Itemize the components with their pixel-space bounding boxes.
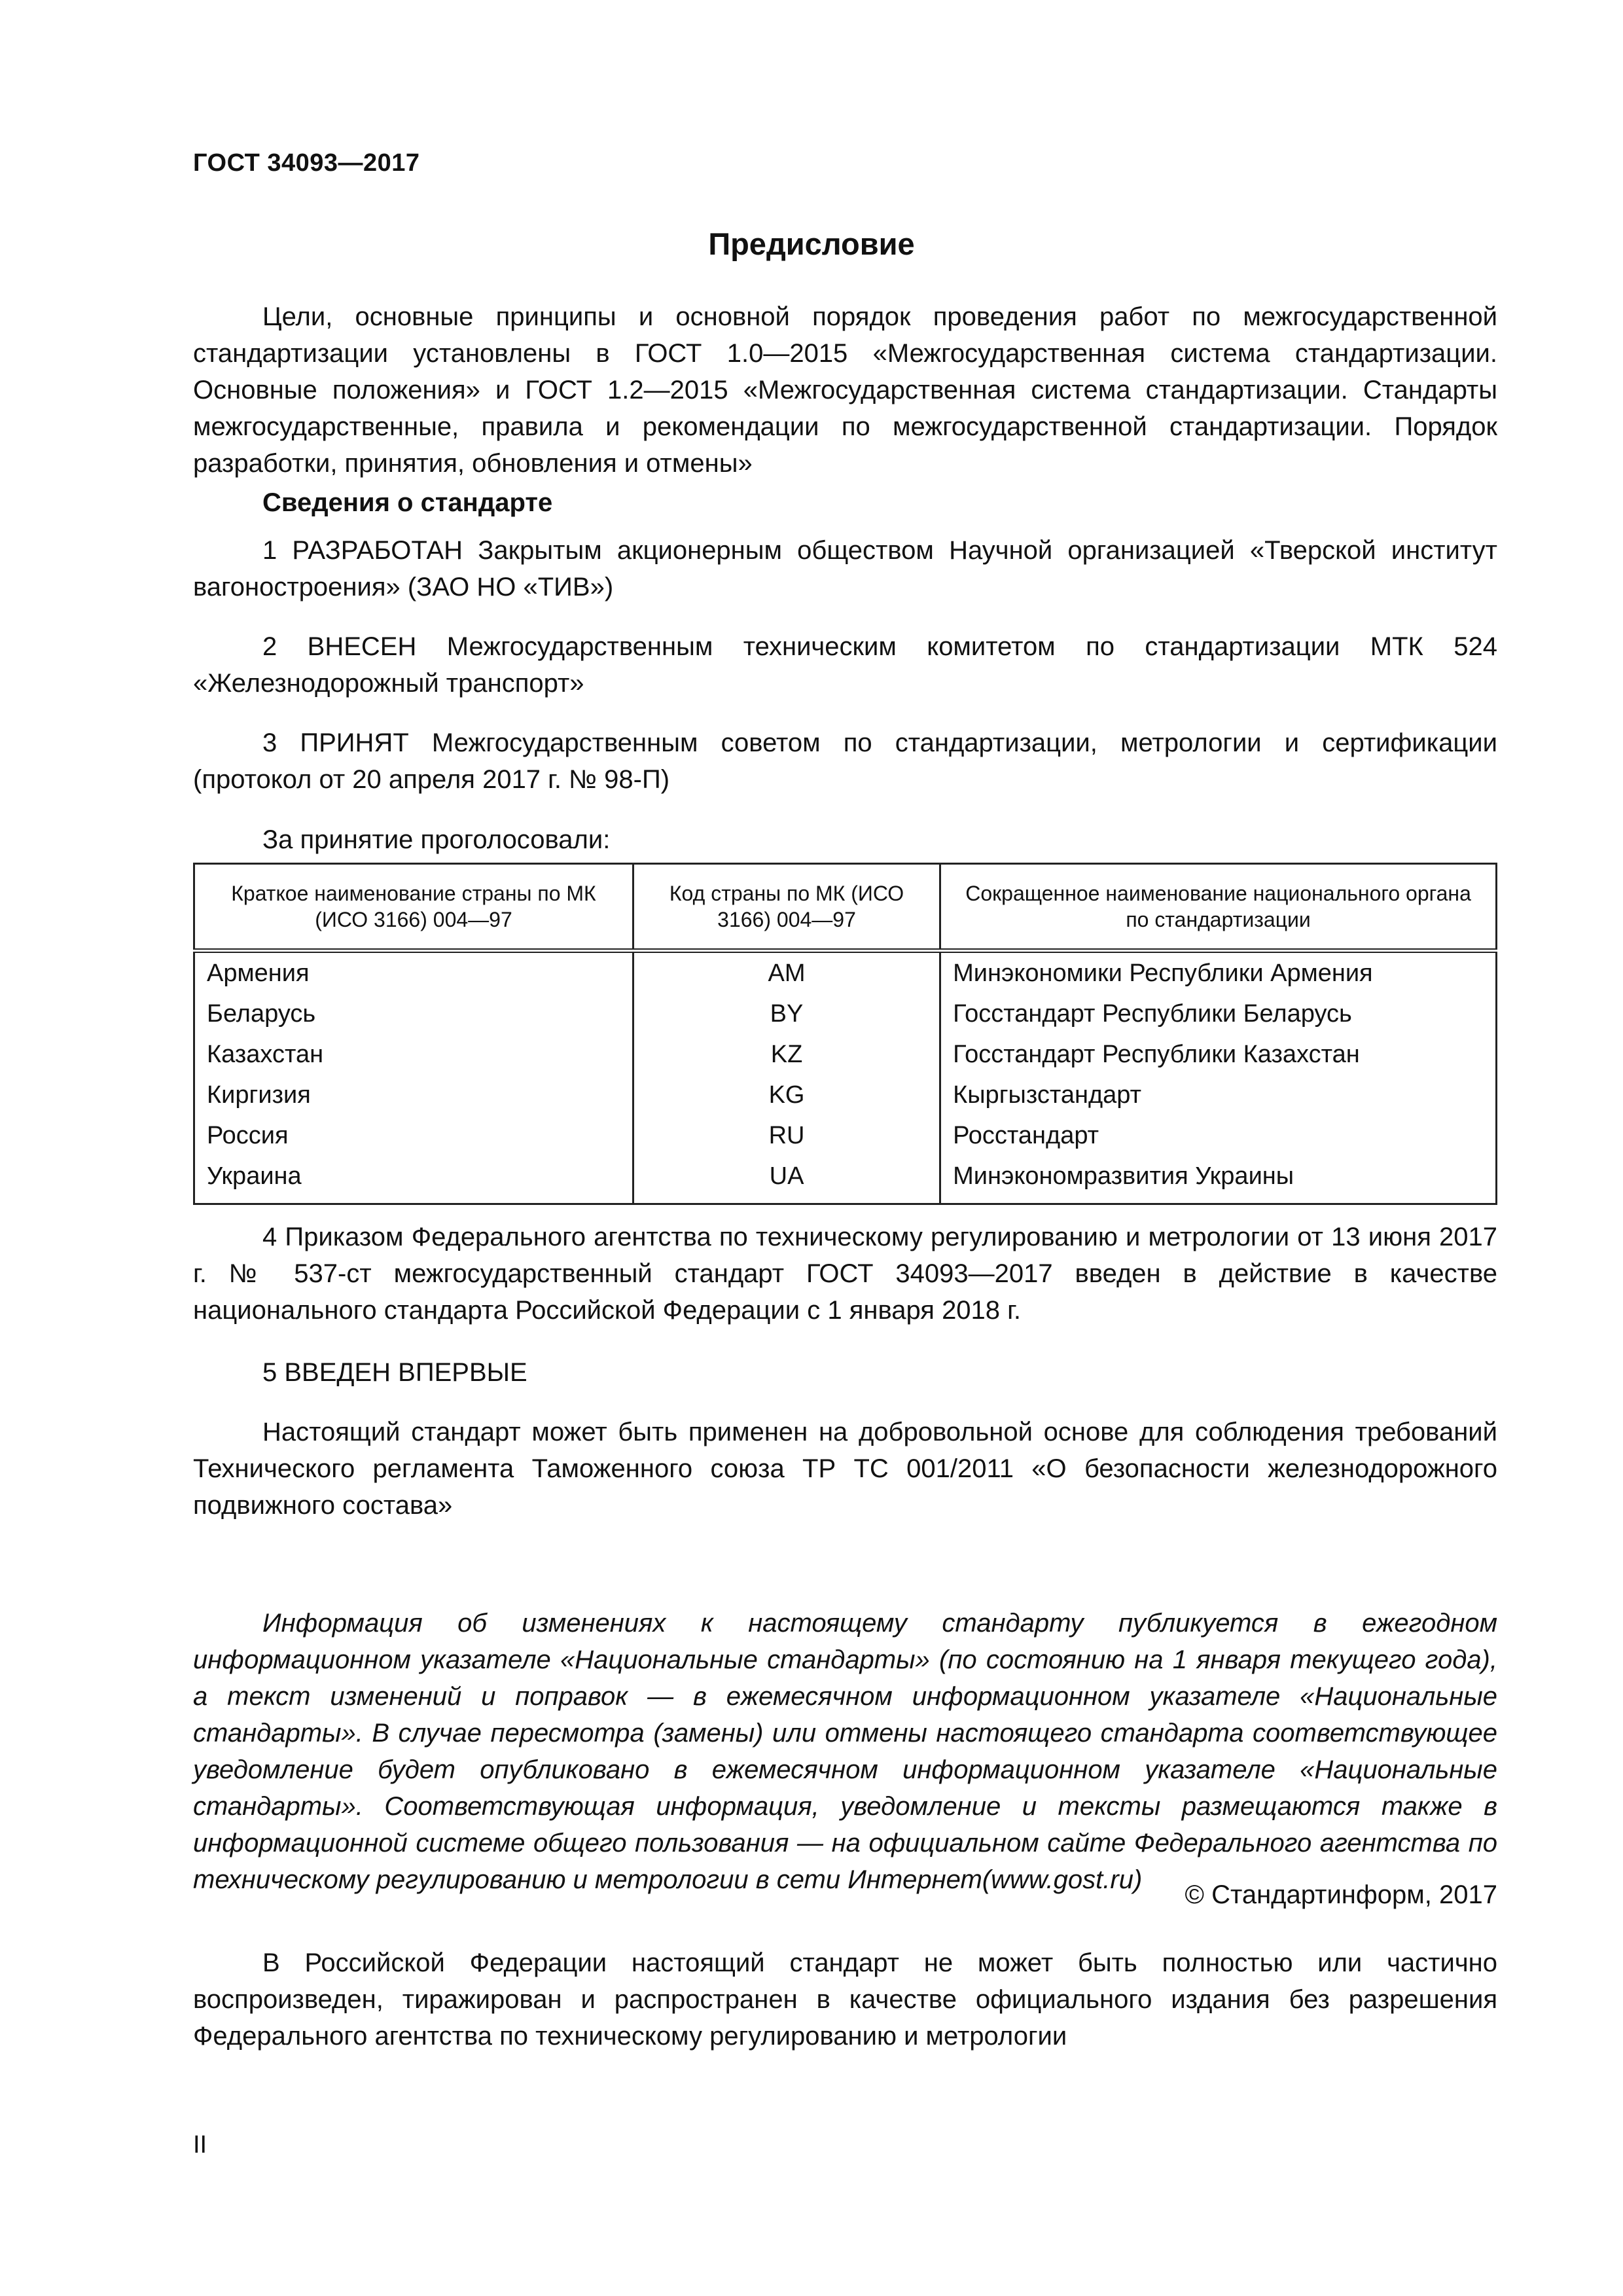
spacer-cell [633, 1196, 940, 1204]
item-5-paragraph [193, 1354, 1497, 1391]
item-3-text: 3 ПРИНЯТ Межгосударственным советом по стандартизации, метрологии и сертификации (протокол от 20 апреля 2017 г. № 98-П) [193, 728, 1497, 794]
table-row [194, 994, 1497, 1034]
item-3-paragraph [193, 725, 1497, 798]
country-name: Киргизия [194, 1075, 633, 1115]
item-2-paragraph [193, 628, 1497, 702]
table-bottom-spacer [194, 1196, 1497, 1204]
national-body: Минэкономики Республики Армения [940, 951, 1497, 994]
table-row [194, 1115, 1497, 1156]
vote-intro-block [193, 821, 1497, 858]
item-4-text: 4 Приказом Федерального агентства по техническому регулированию и метрологии от 13 июня 2017 г. № 537-ст межгосударственный стандарт ГОСТ 34093—2017 введен в действие в качестве национального стандарта Российской Федерации с 1 января 2018 г. [193, 1223, 1497, 1325]
notice-paragraph [193, 1605, 1497, 1898]
item-1-text: 1 РАЗРАБОТАН Закрытым акционерным обществом Научной организацией «Тверской институт вагоностроения» (ЗАО НО «ТИВ») [193, 536, 1497, 601]
application-text: Настоящий стандарт может быть применен на добровольной основе для соблюдения требований Технического регламента Таможенного союза ТР ТС 001/2011 «О безопасности железнодорожного подвижного состава» [193, 1418, 1497, 1520]
country-code: KG [633, 1075, 940, 1115]
national-body: Росстандарт [940, 1115, 1497, 1156]
info-heading-block [193, 484, 1497, 521]
intro-text: Цели, основные принципы и основной порядок проведения работ по межгосударственной стандартизации установлены в ГОСТ 1.0—2015 «Межгосударственная система стандартизации. Основные положения» и ГОСТ 1.2—2015 «Межгосударственная система стандартизации. Стандарты межгосударственные, правила и рекомендации по межгосударственной стандартизации. Порядок разработки, принятия, обновления и отмены» [193, 302, 1497, 478]
country-code: AM [633, 951, 940, 994]
header-country-code: Код страны по МК (ИСО 3166) 004—97 [633, 864, 940, 951]
header-national-body: Сокращенное наименование национального органа по стандартизации [940, 864, 1497, 951]
national-body: Госстандарт Республики Беларусь [940, 994, 1497, 1034]
item-1-paragraph [193, 532, 1497, 605]
country-code: BY [633, 994, 940, 1034]
copyright-line: © Стандартинформ, 2017 [1185, 1880, 1497, 1909]
country-code: UA [633, 1156, 940, 1196]
table-row [194, 1075, 1497, 1115]
spacer-cell [194, 1196, 633, 1204]
page-title: Предисловие [708, 226, 915, 261]
item-2-text: 2 ВНЕСЕН Межгосударственным техническим комитетом по стандартизации МТК 524 «Железнодорожный транспорт» [193, 632, 1497, 698]
reproduction-text: В Российской Федерации настоящий стандарт не может быть полностью или частично воспроизведен, тиражирован и распространен в качестве официального издания без разрешения Федерального агентства по техническому регулированию и метрологии [193, 1948, 1497, 2051]
vote-intro-text: За принятие проголосовали: [262, 825, 611, 854]
doc-code-header: ГОСТ 34093—2017 [193, 149, 420, 177]
country-name: Беларусь [194, 994, 633, 1034]
country-name: Армения [194, 951, 633, 994]
country-name: Украина [194, 1156, 633, 1196]
national-body: Кыргызстандарт [940, 1075, 1497, 1115]
vote-table [193, 863, 1497, 1205]
table-row [194, 951, 1497, 994]
reproduction-paragraph [193, 1945, 1497, 2054]
notice-text: Информация об изменениях к настоящему стандарту публикуется в ежегодном информационном указателе «Национальные стандарты» (по состоянию на 1 января текущего года), а текст изменений и поправок — в ежемесячном информационном указателе «Национальные стандарты». В случае пересмотра (замены) или отмены настоящего стандарта соответствующее уведомление будет опубликовано в ежемесячном информационном указателе «Национальные стандарты». Соответствующая информация, уведомление и тексты размещаются также в информационной системе общего пользования — на официальном сайте Федерального агентства по техническому регулированию и метрологии в сети Интернет(www.gost.ru) [193, 1609, 1497, 1894]
application-paragraph [193, 1414, 1497, 1524]
country-name: Россия [194, 1115, 633, 1156]
country-code: KZ [633, 1034, 940, 1075]
national-body: Минэкономразвития Украины [940, 1156, 1497, 1196]
header-country-name: Краткое наименование страны по МК (ИСО 3166) 004—97 [194, 864, 633, 951]
country-code: RU [633, 1115, 940, 1156]
spacer-cell [940, 1196, 1497, 1204]
table-row [194, 1034, 1497, 1075]
country-name: Казахстан [194, 1034, 633, 1075]
table-header-row [194, 864, 1497, 951]
intro-paragraph [193, 298, 1497, 482]
item-4-paragraph [193, 1219, 1497, 1329]
info-heading: Сведения о стандарте [262, 488, 553, 517]
item-5-text: 5 ВВЕДЕН ВПЕРВЫЕ [262, 1358, 527, 1387]
page-number: II [193, 2131, 207, 2159]
national-body: Госстандарт Республики Казахстан [940, 1034, 1497, 1075]
table-row [194, 1156, 1497, 1196]
